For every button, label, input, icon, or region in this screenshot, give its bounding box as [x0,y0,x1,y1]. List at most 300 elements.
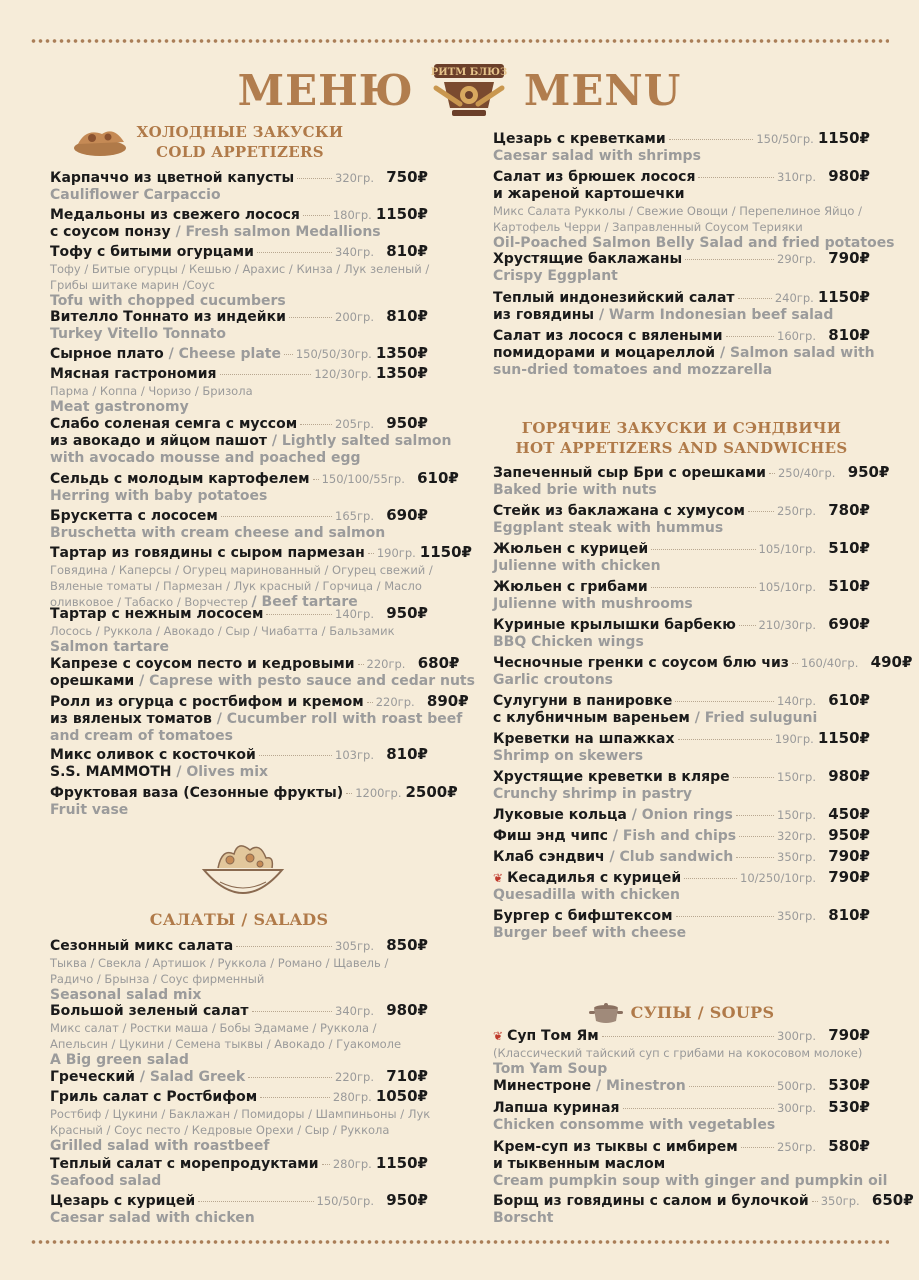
item-price: 1150₽ [375,205,428,223]
leader-dots [623,1108,775,1109]
item-price: 1150₽ [817,288,870,306]
item-price: 610₽ [417,469,459,487]
menu-item [50,414,452,467]
item-price: 780₽ [828,501,870,519]
item-name: Тофу с битыми огурцами [50,244,254,260]
leader-dots [252,1011,333,1012]
item-weight: 310гр. [777,170,816,184]
item-en: Turkey Vitello Tonnato [50,326,226,342]
item-name: Вителло Тоннато из индейки [50,309,286,325]
item-en: / Cucumber roll with roast beef [216,711,463,727]
cold-title-en: COLD APPETIZERS [156,143,324,161]
item-weight: 220гр. [366,657,406,671]
item-weight: 350гр. [777,909,816,923]
item-weight: 180гр. [332,208,372,222]
item-ingredients: Апельсин / Цукини / Семена тыквы / Авокадо / Гуакомоле [50,1037,402,1051]
menu-item [493,250,870,285]
top-ornament-border [30,36,889,46]
item-en: Tom Yam Soup [493,1061,608,1077]
item-weight: 300гр. [777,1101,816,1115]
item-name: Жюльен с курицей [493,541,649,557]
leader-dots [289,317,332,318]
item-price: 790₽ [828,868,870,886]
item-en: / Olives mix [176,764,269,780]
item-price: 680₽ [417,654,460,672]
leader-dots [300,424,332,425]
menu-item [493,653,913,689]
soups-title: СУПЫ / SOUPS [630,1003,775,1022]
item-price: 530₽ [828,1098,870,1116]
item-name: Брускетта с лососем [50,508,218,524]
cold-appetizers-header [110,122,370,162]
item-weight: 150гр. [777,770,816,784]
item-ingredients: Парма / Коппа / Чоризо / Бризола [50,384,253,398]
item-weight: 250гр. [777,504,816,518]
leader-dots [685,259,774,260]
menu-item [493,502,870,537]
item-price: 1150₽ [817,129,870,147]
item-name: Гриль салат с Ростбифом [50,1089,258,1105]
item-en: A Big green salad [50,1052,189,1068]
menu-item [50,1155,428,1190]
leader-dots [259,755,332,756]
menu-item [50,469,459,505]
item-weight: 165гр. [335,509,374,523]
item-en: / Fresh salmon Medallions [175,224,381,240]
menu-item [493,167,895,252]
item-weight: 320гр. [335,171,374,185]
leader-dots [367,702,373,703]
item-name-cont: S.S. MAMMOTH [50,764,172,780]
soups-header [493,1002,870,1024]
leader-dots [651,549,755,550]
item-weight: 205гр. [335,417,374,431]
item-price: 950₽ [386,414,428,432]
item-name: Клаб сэндвич / Club sandwich [493,849,734,865]
item-weight: 10/250/10гр. [740,871,816,885]
item-en: Crispy Eggplant [493,268,618,284]
item-ingredients: Радичо / Брынза / Соус фирменный [50,972,265,986]
item-name: Хрустящие баклажаны [493,251,683,267]
menu-item [50,206,428,241]
leader-dots [260,1097,330,1098]
item-price: 890₽ [426,692,469,710]
menu-item [50,692,469,745]
item-price: 810₽ [386,307,428,325]
item-en: / Beef tartare [251,594,358,610]
leader-dots [792,663,798,664]
item-price: 580₽ [828,1137,870,1155]
item-weight: 300гр. [777,1029,816,1043]
item-name-cont: орешками [50,673,135,689]
item-name-cont: с клубничным вареньем [493,710,690,726]
item-price: 980₽ [386,1001,428,1019]
leader-dots [741,1147,774,1148]
item-price: 790₽ [828,1026,870,1044]
item-en: Eggplant steak with hummus [493,520,724,536]
item-weight: 103гр. [335,748,374,762]
item-name: Лапша куриная [493,1100,620,1116]
item-ingredients: Микс салат / Ростки маша / Бобы Эдамаме / Руккола / [50,1021,377,1035]
item-weight: 220гр. [335,1070,374,1084]
item-name: Микс оливок с косточкой [50,747,256,763]
item-name: Медальоны из свежего лосося [50,207,300,223]
item-price: 690₽ [828,615,870,633]
menu-item [493,578,870,613]
menu-item [50,937,428,1004]
item-en: Caesar salad with shrimps [493,148,701,164]
leader-dots [236,946,332,947]
item-weight: 120/30гр. [314,367,372,381]
item-weight: 150гр. [777,808,816,822]
chili-pepper-icon: ❦ [493,1029,504,1043]
item-weight: 150/50/30гр. [295,347,372,361]
leader-dots [303,215,330,216]
item-price: 950₽ [386,604,428,622]
item-weight: 250/40гр. [777,466,836,480]
item-name: Жюльен с грибами [493,579,648,595]
item-name-cont: из авокадо и яйцом пашот [50,433,268,449]
item-name: Цезарь с курицей [50,1193,196,1209]
leader-dots [221,516,332,517]
item-name: Салат из брюшек лосося [493,169,696,185]
item-name-cont: из говядины [493,307,595,323]
item-en: Baked brie with nuts [493,482,657,498]
item-ingredients: (Классический тайский суп с грибами на кокосовом молоке) [493,1046,863,1060]
item-ingredients: Грибы шитаке марин /Соус [50,278,215,292]
leader-dots [297,178,332,179]
item-name: Стейк из баклажана с хумусом [493,503,745,519]
item-name: Сельдь с молодым картофелем [50,471,310,487]
item-name: Карпаччо из цветной капусты [50,170,295,186]
item-en: and cream of tomatoes [50,728,233,744]
item-en: / Fried suluguni [694,710,818,726]
salads-title: САЛАТЫ / SALADS [149,910,329,929]
title-ru: МЕНЮ [237,65,414,115]
item-weight: 350гр. [777,850,816,864]
item-en: Fruit vase [50,802,129,818]
menu-item [50,605,428,656]
item-en: Salmon tartare [50,639,169,655]
item-weight: 305гр. [335,939,374,953]
leader-dots [284,354,293,355]
item-en: Cauliflower Carpaccio [50,187,221,203]
menu-item [493,1099,870,1134]
salads-header [50,910,428,930]
menu-item [50,1087,431,1155]
item-price: 950₽ [847,463,890,481]
menu-item [50,243,428,310]
restaurant-logo [426,58,512,122]
menu-item [50,308,428,343]
item-name: Мясная гастрономия [50,366,217,382]
item-en: Cream pumpkin soup with ginger and pumpkin oil [493,1173,888,1189]
chili-pepper-icon: ❦ [493,871,504,885]
item-weight: 105/10гр. [758,542,816,556]
bottom-ornament-border [30,1237,889,1247]
leader-dots [726,336,775,337]
item-en: Borscht [493,1210,554,1226]
menu-item [493,463,890,499]
item-name-cont: и жареной картошечки [493,186,685,202]
item-ingredients: Тыква / Свекла / Артишок / Руккола / Романо / Щавель / [50,956,389,970]
menu-item [493,540,870,575]
item-en: sun-dried tomatoes and mozzarella [493,362,773,378]
item-price: 810₽ [386,745,428,763]
item-name: Ролл из огурца с ростбифом и кремом [50,694,364,710]
item-price: 650₽ [871,1191,914,1209]
item-name-cont: из вяленых томатов [50,711,212,727]
item-price: 1350₽ [375,364,428,382]
logo-text: РИТМ БЛЮЗ [430,67,508,78]
leader-dots [698,177,774,178]
menu-item [493,326,875,379]
menu-item [493,827,870,845]
menu-title [0,58,919,122]
item-name: Теплый индонезийский салат [493,290,735,306]
item-en: BBQ Chicken wings [493,634,644,650]
item-name: Чесночные гренки с соусом блю чиз [493,655,789,671]
item-en: / Salmon salad with [719,345,875,361]
salad-bowl-icon [198,836,288,906]
item-ingredients: Лосось / Руккола / Авокадо / Сыр / Чиабатта / Бальзамик [50,624,395,638]
item-name: Фиш энд чипс / Fish and chips [493,828,737,844]
item-weight: 140гр. [335,607,374,621]
leader-dots [676,916,775,917]
item-price: 950₽ [828,826,870,844]
item-weight: 250гр. [777,1140,816,1154]
leader-dots [684,878,737,879]
item-weight: 190гр. [774,732,814,746]
leader-dots [220,374,312,375]
menu-item [493,848,870,866]
item-price: 610₽ [828,691,870,709]
soup-pot-icon [589,1002,623,1024]
leader-dots [678,739,772,740]
item-en: Chicken consomme with vegetables [493,1117,776,1133]
leader-dots [669,139,754,140]
menu-item [50,365,428,416]
item-en: / Salad Greek [139,1069,246,1085]
item-en: / Club sandwich [609,849,734,865]
item-en: Caesar salad with chicken [50,1210,255,1226]
item-en: Herring with baby potatoes [50,488,268,504]
item-ingredients: Вяленые томаты / Пармезан / Лук красный / Горчица / Масло [50,579,422,593]
item-en: Julienne with mushrooms [493,596,693,612]
item-ingredients: Красный / Соус песто / Кедровые Орехи / Сыр / Руккола [50,1123,390,1137]
item-name: Запеченный сыр Бри с орешками [493,465,766,481]
item-price: 850₽ [386,936,428,954]
item-name: Фруктовая ваза (Сезонные фрукты) [50,785,344,801]
menu-item [493,130,870,165]
item-en: / Caprese with pesto sauce and cedar nuts [139,673,475,689]
menu-item [50,543,472,610]
menu-item [493,806,870,824]
hot-title-ru: ГОРЯЧИЕ ЗАКУСКИ И СЭНДВИЧИ [521,419,842,437]
leader-dots [266,614,332,615]
menu-item [50,783,458,819]
menu-item [50,1002,428,1069]
title-en: MENU [523,65,682,115]
item-price: 450₽ [828,805,870,823]
item-en: Quesadilla with chicken [493,887,680,903]
item-ingredients: оливковое / Табаско / Ворчестер [50,595,248,609]
item-en: Shrimp on skewers [493,748,644,764]
leader-dots [248,1077,332,1078]
menu-item [50,654,475,690]
item-name: Салат из лосося с вялеными [493,328,723,344]
item-weight: 105/10гр. [758,580,816,594]
item-price: 810₽ [386,242,428,260]
item-weight: 220гр. [375,695,415,709]
item-en: Seafood salad [50,1173,162,1189]
leader-dots [812,1201,818,1202]
item-name: Большой зеленый салат [50,1003,249,1019]
item-name: Слабо соленая семга с муссом [50,416,298,432]
item-name: Луковые кольца / Onion rings [493,807,733,823]
item-en: Seasonal salad mix [50,987,202,1003]
item-en: / Onion rings [631,807,733,823]
item-weight: 200гр. [335,310,374,324]
item-en: / Cheese plate [168,346,281,362]
item-en: Garlic croutons [493,672,614,688]
item-name: Капрезе с соусом песто и кедровыми [50,656,355,672]
item-weight: 290гр. [777,252,816,266]
item-ingredients: Говядина / Каперсы / Огурец маринованный / Огурец свежий / [50,563,433,577]
menu-item [493,1027,870,1078]
menu-item [493,616,870,651]
menu-item [50,1068,428,1086]
item-name: Тартар из говядины с сыром пармезан [50,545,365,561]
item-price: 510₽ [828,577,870,595]
item-weight: 500гр. [777,1079,816,1093]
item-price: 790₽ [828,847,870,865]
cold-title-ru: ХОЛОДНЫЕ ЗАКУСКИ [136,123,344,141]
item-name-cont: и тыквенным маслом [493,1156,666,1172]
item-name-cont: помидорами и моцареллой [493,345,716,361]
leader-dots [198,1201,313,1202]
item-weight: 280гр. [332,1157,372,1171]
leader-dots [736,815,774,816]
item-price: 1050₽ [375,1087,428,1105]
item-en: Meat gastronomy [50,399,189,415]
item-price: 530₽ [828,1076,870,1094]
menu-item [493,1137,888,1190]
leader-dots [739,836,774,837]
menu-item [493,768,870,803]
item-ingredients: Микс Салата Рукколы / Свежие Овощи / Перепелиное Яйцо / [493,204,862,218]
item-en: / Fish and chips [612,828,737,844]
item-name: Сулугуни в панировке [493,693,673,709]
leader-dots [602,1036,774,1037]
menu-item [493,692,870,727]
item-name: Креветки на шпажках [493,731,675,747]
right-column [493,129,914,1230]
item-weight: 350гр. [820,1194,860,1208]
item-en: Grilled salad with roastbeef [50,1138,270,1154]
item-name: Крем-суп из тыквы с имбирем [493,1139,738,1155]
item-name: Сырное плато / Cheese plate [50,346,281,362]
leader-dots [346,793,352,794]
item-weight: 140гр. [777,694,816,708]
item-weight: 340гр. [335,1004,374,1018]
left-column [50,118,475,1228]
item-weight: 320гр. [777,829,816,843]
leader-dots [739,625,756,626]
menu-item [493,1191,914,1227]
item-ingredients: Картофель Черри / Заправленный Соусом Терияки [493,220,803,234]
item-price: 1150₽ [375,1154,428,1172]
item-weight: 150/50гр. [756,132,814,146]
item-price: 810₽ [828,326,870,344]
item-name: Сезонный микс салата [50,938,234,954]
item-weight: 280гр. [332,1090,372,1104]
item-price: 1350₽ [375,344,428,362]
item-ingredients: Тофу / Битые огурцы / Кешью / Арахис / Кинза / Лук зеленый / [50,262,430,276]
item-weight: 190гр. [376,546,416,560]
item-name: Тартар с нежным лососем [50,606,264,622]
item-en: Crunchy shrimp in pastry [493,786,693,802]
item-weight: 240гр. [774,291,814,305]
item-name: ❦ Суп Том Ям [493,1028,599,1044]
item-en: Julienne with chicken [493,558,661,574]
item-en: Oil-Poached Salmon Belly Salad and fried potatoes [493,235,895,251]
item-name: Бургер с бифштексом [493,908,673,924]
item-weight: 150/100/55гр. [321,472,405,486]
item-name: Минестроне / Minestron [493,1078,686,1094]
item-en: Tofu with chopped cucumbers [50,293,286,309]
item-en: Bruschetta with cream cheese and salmon [50,525,386,541]
leader-dots [322,1164,330,1165]
item-price: 750₽ [386,168,428,186]
leader-dots [733,777,774,778]
item-price: 1150₽ [817,729,870,747]
menu-item [493,730,870,765]
item-weight: 160/40гр. [800,656,859,670]
item-en: with avocado mousse and poached egg [50,450,361,466]
item-weight: 1200гр. [355,786,402,800]
menu-item [50,1192,428,1227]
menu-item [493,289,870,324]
leader-dots [689,1086,774,1087]
menu-item [493,1077,870,1095]
item-name: ❦ Кесадилья с курицей [493,870,682,886]
leader-dots [736,857,774,858]
leader-dots [651,587,756,588]
item-en: / Warm Indonesian beef salad [598,307,834,323]
item-name: Борщ из говядины с салом и булочкой [493,1193,809,1209]
item-name: Теплый салат с морепродуктами [50,1156,319,1172]
item-name: Цезарь с креветками [493,131,666,147]
item-weight: 150/50гр. [316,1194,374,1208]
item-name: Куриные крылышки барбекю [493,617,736,633]
item-price: 490₽ [870,653,913,671]
leader-dots [738,298,772,299]
item-price: 510₽ [828,539,870,557]
hot-appetizers-header [493,418,870,458]
item-price: 810₽ [828,906,870,924]
menu-item [50,345,428,363]
menu-item [50,746,428,781]
leader-dots [748,511,774,512]
item-price: 950₽ [386,1191,428,1209]
menu-item [493,907,870,942]
item-price: 2500₽ [405,783,458,801]
menu-item [50,169,428,204]
item-ingredients: Ростбиф / Цукини / Баклажан / Помидоры / Шампиньоны / Лук [50,1107,431,1121]
item-name: Хрустящие креветки в кляре [493,769,730,785]
menu-item [50,507,428,542]
